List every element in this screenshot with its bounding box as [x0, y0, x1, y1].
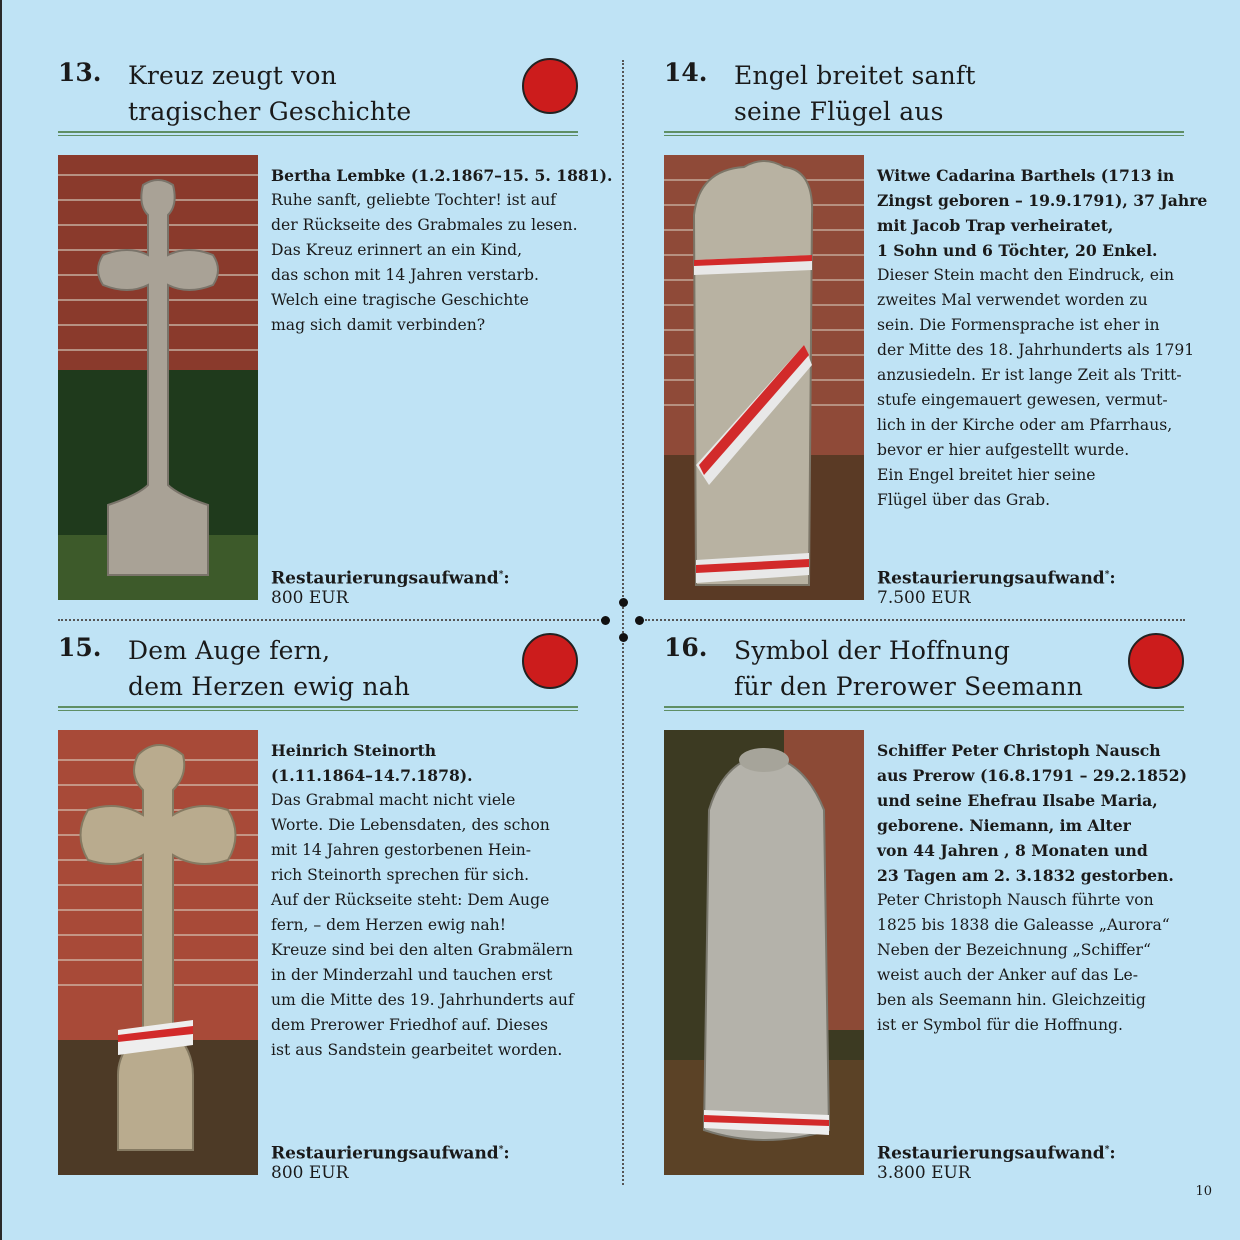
- page-number: 10: [1195, 1184, 1212, 1199]
- section-number: 14.: [664, 58, 708, 87]
- title-rule: [58, 131, 578, 136]
- body-line: rich Steinorth sprechen für sich.: [271, 866, 530, 884]
- section-15: [58, 633, 578, 1193]
- cost-label: Restaurierungsaufwand*:: [877, 568, 1116, 589]
- vertical-divider: [622, 60, 624, 1185]
- section-title: [734, 58, 976, 130]
- body-line: weist auch der Anker auf das Le-: [877, 966, 1139, 984]
- cost-value: 3.800 EUR: [877, 1162, 971, 1183]
- body-line: 1825 bis 1838 die Galeasse „Aurora“: [877, 916, 1170, 934]
- cost-value: 7.500 EUR: [877, 587, 971, 608]
- title-rule: [58, 706, 578, 711]
- body-line: mag sich damit verbinden?: [271, 316, 486, 334]
- body-line: mit Jacob Trap verheiratet,: [877, 216, 1114, 235]
- body-line: lich in der Kirche oder am Pfarrhaus,: [877, 416, 1173, 434]
- section-body: [877, 163, 1208, 513]
- section-13: [58, 58, 613, 618]
- body-line: dem Prerower Friedhof auf. Dieses: [271, 1016, 549, 1034]
- section-16: [664, 633, 1188, 1193]
- page-edge: [0, 0, 2, 1240]
- body-line: sein. Die Formensprache ist eher in: [877, 316, 1160, 334]
- cost-value: 800 EUR: [271, 1162, 349, 1183]
- body-line: Zingst geboren – 19.9.1791), 37 Jahre: [877, 191, 1208, 210]
- photo-grave-stone-14: [664, 155, 864, 600]
- body-line: Kreuze sind bei den alten Grabmälern: [271, 941, 573, 959]
- restoration-cost: [877, 1141, 1116, 1183]
- section-number: 16.: [664, 633, 708, 662]
- cost-label: Restaurierungsaufwand*:: [877, 1143, 1116, 1164]
- photo-grave-cross-15: [58, 730, 258, 1175]
- body-line: Schiffer Peter Christoph Nausch: [877, 741, 1161, 760]
- horizontal-divider-left: [58, 619, 603, 621]
- body-line: Welch eine tragische Geschichte: [271, 291, 529, 309]
- body-line: Neben der Bezeichnung „Schiffer“: [877, 941, 1151, 959]
- title-rule: [664, 131, 1184, 136]
- section-number: 13.: [58, 58, 102, 87]
- title-rule: [664, 706, 1184, 711]
- body-line: Ein Engel breitet hier seine: [877, 466, 1096, 484]
- body-line: ben als Seemann hin. Gleichzeitig: [877, 991, 1146, 1009]
- horizontal-divider-right: [645, 619, 1185, 621]
- body-line: und seine Ehefrau Ilsabe Maria,: [877, 791, 1158, 810]
- body-line: um die Mitte des 19. Jahrhunderts auf: [271, 991, 574, 1009]
- section-number: 15.: [58, 633, 102, 662]
- body-line: ist aus Sandstein gearbeitet worden.: [271, 1041, 563, 1059]
- body-line: Das Kreuz erinnert an ein Kind,: [271, 241, 523, 259]
- body-line: geborene. Niemann, im Alter: [877, 816, 1131, 835]
- section-body: [271, 738, 581, 1063]
- body-line: anzusiedeln. Er ist lange Zeit als Tritt-: [877, 366, 1182, 384]
- cost-label: Restaurierungsaufwand*:: [271, 568, 510, 589]
- body-line: Dieser Stein macht den Eindruck, ein: [877, 266, 1175, 284]
- restoration-cost: [271, 566, 510, 608]
- restoration-cost: [877, 566, 1116, 608]
- body-line: Witwe Cadarina Barthels (1713 in: [877, 166, 1175, 185]
- cost-label: Restaurierungsaufwand*:: [271, 1143, 510, 1164]
- section-14: [664, 58, 1208, 618]
- red-dot-marker: [522, 58, 578, 114]
- title-line: Dem Auge fern,: [128, 636, 331, 665]
- red-dot-marker: [522, 633, 578, 689]
- red-dot-marker: [1128, 633, 1184, 689]
- body-line: in der Minderzahl und tauchen erst: [271, 966, 553, 984]
- body-line: Auf der Rückseite steht: Dem Auge: [271, 891, 550, 909]
- divider-dot-bottom: [619, 633, 628, 642]
- body-line: 23 Tagen am 2. 3.1832 gestorben.: [877, 866, 1174, 885]
- body-line: Bertha Lembke (1.2.1867–15. 5. 1881).: [271, 166, 613, 185]
- body-line: fern, – dem Herzen ewig nah!: [271, 916, 506, 934]
- section-title: [734, 633, 1083, 705]
- section-body: [877, 738, 1187, 1038]
- title-line: Engel breitet sanft: [734, 61, 976, 90]
- body-line: Das Grabmal macht nicht viele: [271, 791, 516, 809]
- photo-grave-stone-16: [664, 730, 864, 1175]
- body-line: Flügel über das Grab.: [877, 491, 1051, 509]
- body-line: der Mitte des 18. Jahrhunderts als 1791: [877, 341, 1195, 359]
- divider-dot-right: [635, 616, 644, 625]
- title-line: Symbol der Hoffnung: [734, 636, 1011, 665]
- body-line: aus Prerow (16.8.1791 – 29.2.1852): [877, 766, 1188, 785]
- restoration-cost: [271, 1141, 510, 1183]
- title-line: seine Flügel aus: [734, 97, 944, 126]
- body-line: das schon mit 14 Jahren verstarb.: [271, 266, 539, 284]
- body-line: Peter Christoph Nausch führte von: [877, 891, 1154, 909]
- section-title: [128, 633, 410, 705]
- title-line: Kreuz zeugt von: [128, 61, 337, 90]
- title-line: tragischer Geschichte: [128, 97, 412, 126]
- section-body: [271, 163, 613, 338]
- photo-grave-cross-13: [58, 155, 258, 600]
- body-line: mit 14 Jahren gestorbenen Hein-: [271, 841, 531, 859]
- body-line: Heinrich Steinorth: [271, 741, 437, 760]
- body-line: ist er Symbol für die Hoffnung.: [877, 1016, 1123, 1034]
- title-line: für den Prerower Seemann: [734, 672, 1084, 701]
- body-line: von 44 Jahren , 8 Monaten und: [877, 841, 1148, 860]
- body-line: Ruhe sanft, geliebte Tochter! ist auf: [271, 191, 557, 209]
- body-line: (1.11.1864–14.7.1878).: [271, 766, 473, 785]
- divider-dot-left: [601, 616, 610, 625]
- body-line: bevor er hier aufgestellt wurde.: [877, 441, 1130, 459]
- body-line: Worte. Die Lebensdaten, des schon: [271, 816, 550, 834]
- cost-value: 800 EUR: [271, 587, 349, 608]
- body-line: zweites Mal verwendet worden zu: [877, 291, 1148, 309]
- body-line: stufe eingemauert gewesen, vermut-: [877, 391, 1168, 409]
- title-line: dem Herzen ewig nah: [128, 672, 411, 701]
- body-line: 1 Sohn und 6 Töchter, 20 Enkel.: [877, 241, 1158, 260]
- section-title: [128, 58, 411, 130]
- body-line: der Rückseite des Grabmales zu lesen.: [271, 216, 578, 234]
- divider-dot-top: [619, 598, 628, 607]
